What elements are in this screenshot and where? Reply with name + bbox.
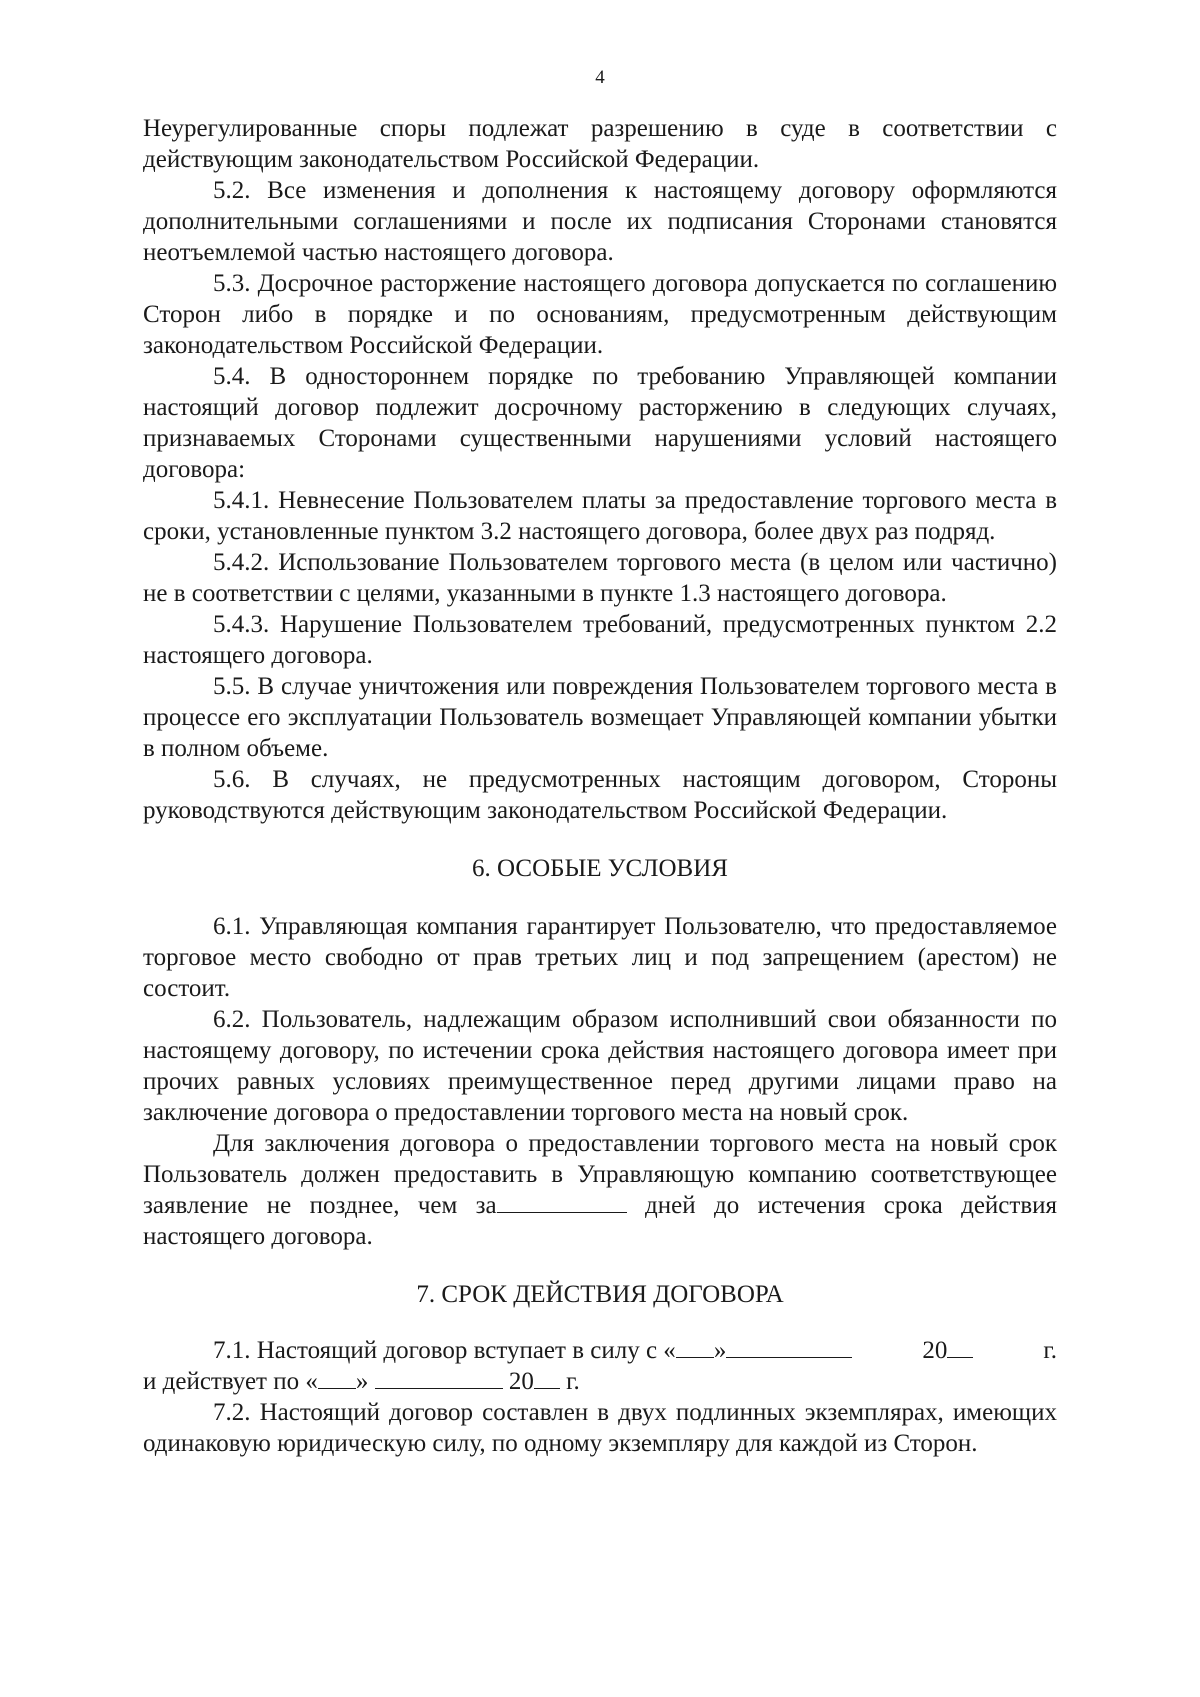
paragraph-5-4-3: 5.4.3. Нарушение Пользователем требований, предусмотренных пунктом 2.2 настоящего договора. bbox=[143, 611, 1057, 669]
section-7-heading: 7. СРОК ДЕЙСТВИЯ ДОГОВОРА bbox=[416, 1281, 784, 1308]
start-day-blank[interactable] bbox=[676, 1335, 714, 1358]
p71-start-text: 7.1. Настоящий договор вступает в силу с « » bbox=[213, 1337, 727, 1364]
paragraph-6-2: 6.2. Пользователь, надлежащим образом исполнивший свои обязанности по настоящему договору, по истечении срока действия настоящего договора имеет при прочих равных условиях преимущественное перед другими лицами право на заключение договора о предоставлении торгового места на новый срок. bbox=[143, 1006, 1057, 1126]
paragraph-6-1: 6.1. Управляющая компания гарантирует Пользователю, что предоставляемое торговое место свободно от прав третьих лиц и под запрещением (арестом) не состоит. bbox=[143, 913, 1057, 1002]
paragraph-5-2: 5.2. Все изменения и дополнения к настоящему договору оформляются дополнительными соглашениями и после их подписания Сторонами становятся неотъемлемой частью настоящего договора. bbox=[143, 177, 1057, 266]
paragraph-7-2: 7.2. Настоящий договор составлен в двух подлинных экземплярах, имеющих одинаковую юридическую силу, по одному экземпляру для каждой из Сторон. bbox=[143, 1399, 1057, 1457]
paragraph-5-1-cont: Неурегулированные споры подлежат разрешению в суде в соответствии с действующим законодательством Российской Федерации. bbox=[143, 115, 1057, 173]
paragraph-5-3: 5.3. Досрочное расторжение настоящего договора допускается по соглашению Сторон либо в порядке и по основаниям, предусмотренным действующим законодательством Российской Федерации. bbox=[143, 270, 1057, 359]
paragraph-7-1-line1 bbox=[143, 1335, 1057, 1366]
p71-start-year-suffix: г. bbox=[1043, 1337, 1057, 1364]
paragraph-6-3 bbox=[143, 1128, 1057, 1252]
days-blank-field[interactable] bbox=[497, 1190, 627, 1213]
end-year-blank[interactable] bbox=[534, 1366, 560, 1389]
paragraph-5-6: 5.6. В случаях, не предусмотренных настоящим договором, Стороны руководствуются действующим законодательством Российской Федерации. bbox=[143, 766, 1057, 824]
paragraph-5-4-2: 5.4.2. Использование Пользователем торгового места (в целом или частично) не в соответствии с целями, указанными в пункте 1.3 настоящего договора. bbox=[143, 549, 1057, 607]
end-day-blank[interactable] bbox=[318, 1366, 356, 1389]
start-month-blank[interactable] bbox=[726, 1335, 852, 1358]
paragraph-5-4-1: 5.4.1. Невнесение Пользователем платы за предоставление торгового места в сроки, установленные пунктом 3.2 настоящего договора, более двух раз подряд. bbox=[143, 487, 1057, 545]
page-content bbox=[143, 113, 1057, 1459]
section-6-heading: 6. ОСОБЫЕ УСЛОВИЯ bbox=[472, 855, 728, 882]
paragraph-7-1-line2: и действует по « » 20 г. bbox=[143, 1368, 580, 1395]
paragraph-6-3-text-end: дней до истечения срока действия настоящего договора. bbox=[143, 1192, 1058, 1250]
start-year-blank[interactable] bbox=[947, 1335, 973, 1358]
page-number: 4 bbox=[595, 67, 605, 88]
paragraph-5-4: 5.4. В одностороннем порядке по требованию Управляющей компании настоящий договор подлежит досрочному расторжению в следующих случаях, признаваемых Сторонами существенными нарушениями условий настоящего договора: bbox=[143, 363, 1057, 483]
paragraph-6-3-text: Для заключения договора о предоставлении торгового места на новый срок Пользователь должен предоставить в Управляющую компанию соответствующее заявление не позднее, чем за bbox=[143, 1130, 1057, 1219]
paragraph-5-5: 5.5. В случае уничтожения или повреждения Пользователем торгового места в процессе его эксплуатации Пользователь возмещает Управляющей компании убытки в полном объеме. bbox=[143, 673, 1057, 762]
p71-start-year: 20 bbox=[852, 1335, 973, 1366]
end-month-blank[interactable] bbox=[375, 1366, 503, 1389]
